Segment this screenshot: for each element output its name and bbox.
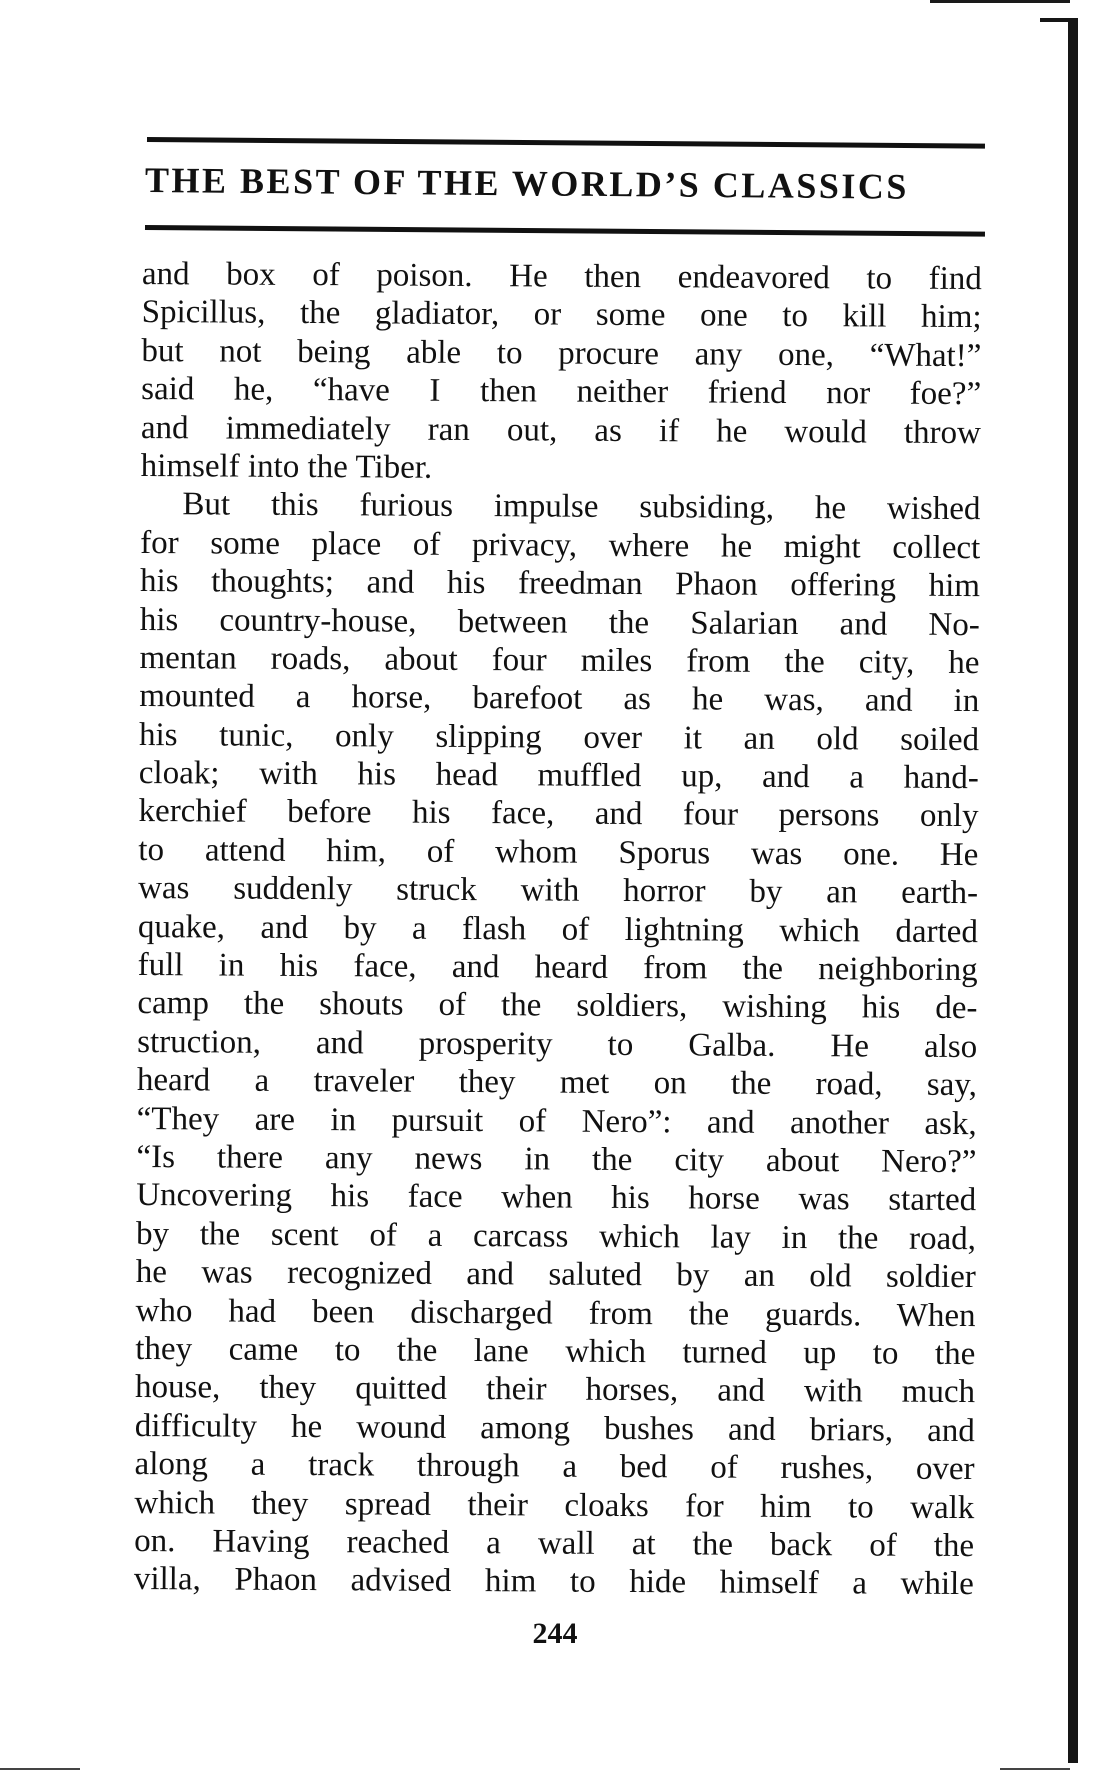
text-line: cloak; with his head muffled up, and a hand- [138,755,979,797]
text-line: himself into the Tiber. [140,447,433,486]
text-line: house, they quitted their horses, and with much [134,1369,976,1411]
page-edge-binding [1068,18,1078,1763]
text-line: camp the shouts of the soldiers, wishing his de- [137,985,978,1027]
text-line: was suddenly struck with horror by an earth- [138,870,979,912]
page-edge-corner [1040,18,1070,42]
text-line: they came to the lane which turned up to the [135,1330,976,1373]
text-line: heard a traveler they met on the road, say, [136,1062,978,1104]
text-line: mentan roads, about four miles from the city, he [139,639,980,682]
text-line: on. Having reached a wall at the back of the [134,1522,975,1564]
text-line: Uncovering his face when his horse was started [136,1177,977,1219]
text-line: “Is there any news in the city about Nero?” [136,1138,977,1181]
text-line: kerchief before his face, and four persons only [138,793,979,835]
paragraph-2 [134,485,981,1603]
text-line: his thoughts; and his freedman Phaon offering him [139,563,981,605]
text-line: and immediately ran out, as if he would throw [140,409,982,451]
text-line: But this furious impulse subsiding, he wished [182,486,981,528]
text-line: mounted a horse, barefoot as he was, and in [139,678,980,720]
text-line: full in his face, and heard from the neighboring [137,947,978,989]
page-edge-bottom-right [1000,1768,1070,1770]
text-line: by the scent of a carcass which lay in the road, [135,1215,977,1257]
text-line: his tunic, only slipping over it an old soiled [138,716,980,758]
text-line: but not being able to procure any one, “What!” [141,332,982,374]
text-line: villa, Phaon advised him to hide himself a while [133,1561,975,1603]
text-line: along a track through a bed of rushes, over [134,1446,975,1488]
text-line: his country-house, between the Salarian and No- [139,601,980,643]
text-line: difficulty he wound among bushes and briars, and [134,1407,975,1449]
text-line: which they spread their cloaks for him to walk [134,1484,975,1526]
text-line: quake, and by a flash of lightning which darted [137,908,978,950]
body-text [134,255,982,1604]
text-line: “They are in pursuit of Nero”: and another ask, [136,1100,977,1142]
running-head: THE BEST OF THE WORLD’S CLASSICS [144,160,910,207]
header-rule-bottom [145,225,985,237]
paragraph-1 [141,255,982,490]
header-rule-top [147,137,985,149]
text-line: and box of poison. He then endeavored to find [141,255,982,298]
page-number: 244 [532,1617,578,1650]
text-line: for some place of privacy, where he might collect [140,524,981,566]
text-line: said he, “have I then neither friend nor foe?” [141,371,982,413]
text-line: who had been discharged from the guards. When [135,1292,976,1334]
text-line: he was recognized and saluted by an old soldier [135,1254,976,1296]
text-line: struction, and prosperity to Galba. He also [137,1023,978,1065]
text-line: to attend him, of whom Sporus was one. He [138,831,979,873]
text-line: Spicillus, the gladiator, or some one to kill him; [141,294,982,336]
page-edge-bottom-left [0,1768,80,1770]
